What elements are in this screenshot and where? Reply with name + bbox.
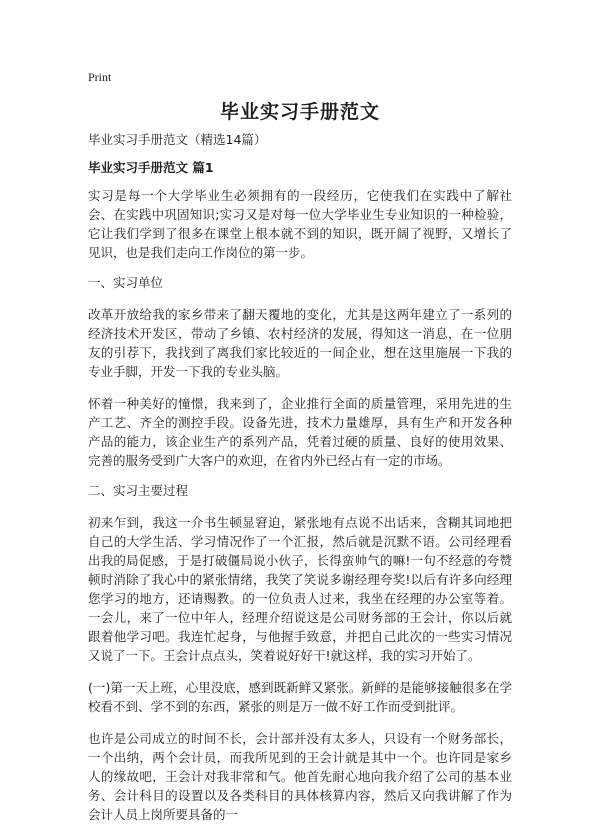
- subheading-main-process: 二、实习主要过程: [88, 483, 189, 498]
- paragraph-accounting: 也许是公司成立的时间不长，会计部并没有太多人，只设有一个财务部长，一个出纳，两个会计员，而我所见到的王会计就是其中一个。也许同是家乡人的缘故吧，王会计对我非常和气。他首先耐心地向我介绍了公司的基本业务、会计科目的设置以及各类科目的具体核算内容，然后又向我讲解了作为会计人员上岗所要具备的一: [88, 731, 512, 822]
- document-body: [88, 132, 512, 837]
- print-link[interactable]: Print: [88, 70, 112, 84]
- paragraph-company: 怀着一种美好的憧憬，我来到了，企业推行全面的质量管理，采用先进的生产工艺、齐全的测控手段。设备先进，技术力量雄厚，具有生产和开发各种产品的能力，该企业生产的系列产品，凭着过硬的质量、良好的使用效果、完善的服务受到广大客户的欢迎，在省内外已经占有一定的市场。: [88, 396, 512, 468]
- section-heading: 毕业实习手册范文 篇1: [88, 160, 214, 175]
- paragraph-reform: 改革开放给我的家乡带来了翻天覆地的变化，尤其是这两年建立了一系列的经济技术开发区，带动了乡镇、农村经济的发展，得知这一消息，在一位朋友的引荐下，我找到了离我们家比较近的一间企业，想在这里施展一下我的专业手脚，开发一下我的专业头脑。: [88, 307, 512, 379]
- paragraph-intro: 实习是每一个大学毕业生必须拥有的一段经历，它使我们在实践中了解社会、在实践中巩固知识;实习又是对每一位大学毕业生专业知识的一种检验，它让我们学到了很多在课堂上根本就不到的知识，既开阔了视野，又增长了见识，也是我们走向工作岗位的第一步。: [88, 188, 512, 260]
- paragraph-first-day: (一)第一天上班，心里没底，感到既新鲜又紧张。新鲜的是能够接触很多在学校看不到、学不到的东西，紧张的则是万一做不好工作而受到批评。: [88, 680, 512, 714]
- paragraph-arrival: 初来乍到，我这一介书生顿显窘迫，紧张地有点说不出话来，含糊其词地把自己的大学生活、学习情况作了一个汇报，然后就是沉默不语。公司经理看出我的局促感，于是打破僵局说小伙子，长得蛮帅气的嘛!一句不经意的夸赞顿时消除了我心中的紧张情绪，我笑了笑说多谢经理夸奖!以后有许多向经理您学习的地方，还请赐教。的一位负责人过来，我坐在经理的办公室等着。一会儿，来了一位中年人，经理介绍说这是公司财务部的王会计，你以后就跟着他学习吧。我连忙起身，与他握手致意，并把自己此次的一些实习情况又说了一下。王会计点点头，笑着说好好干!就这样，我的实习开始了。: [88, 515, 512, 663]
- document-title: 毕业实习手册范文: [219, 101, 380, 123]
- subheading-internship-unit: 一、实习单位: [88, 275, 164, 290]
- document-subtitle: 毕业实习手册范文（精选14篇）: [88, 132, 267, 147]
